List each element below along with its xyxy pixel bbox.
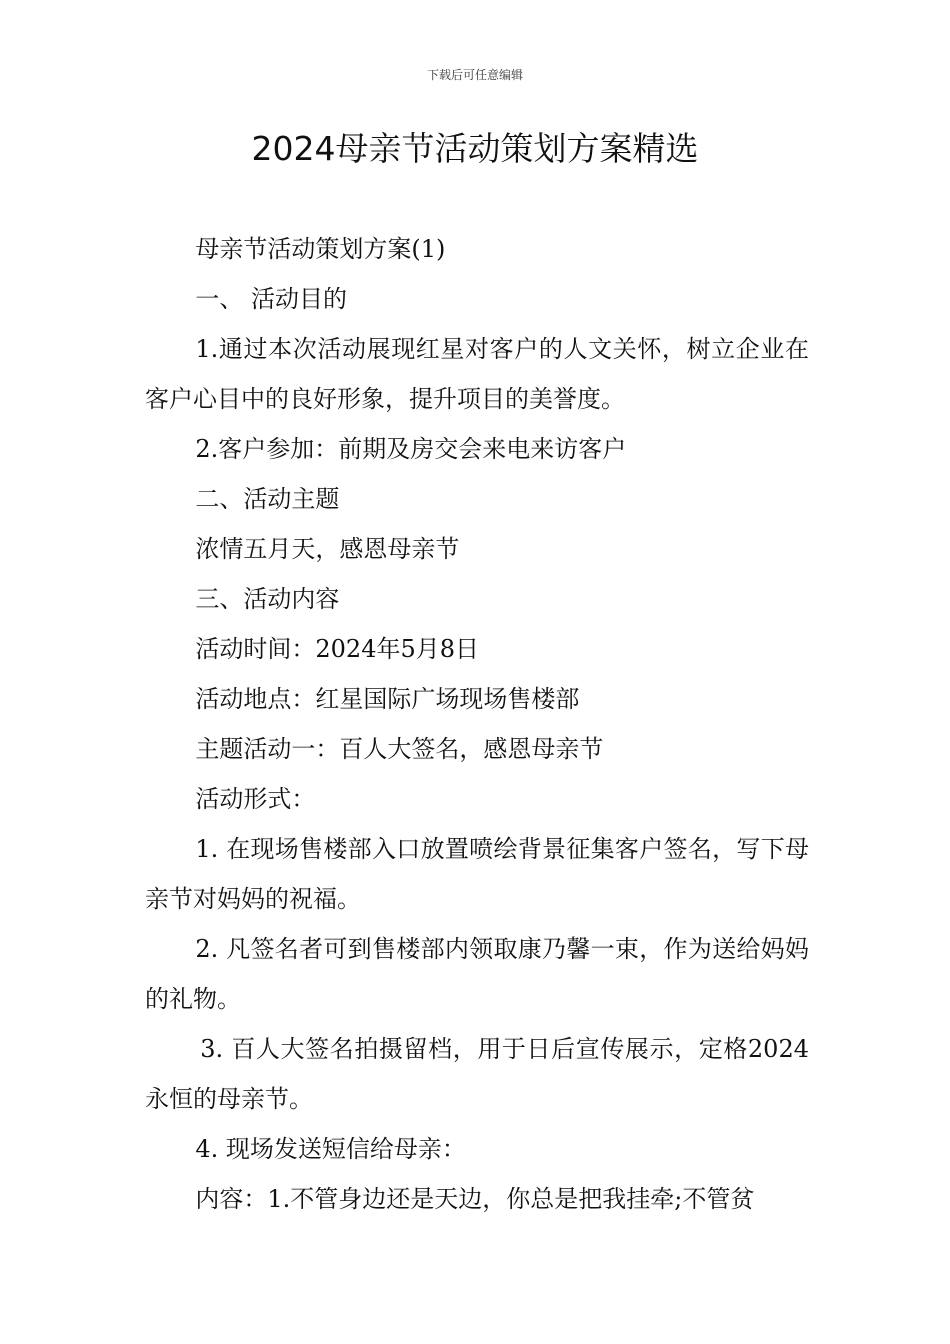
document-title: 2024母亲节活动策划方案精选 (251, 129, 699, 168)
paragraph-form-item-4: 4. 现场发送短信给母亲： (195, 1135, 466, 1163)
paragraph-form-item-3: 3. 百人大签名拍摄留档，用于日后宣传展示，定格2024永恒的母亲节。 (145, 1035, 809, 1113)
paragraph-plan-heading: 母亲节活动策划方案(1) (195, 235, 446, 263)
paragraph-section-purpose: 一、 活动目的 (195, 285, 348, 313)
paragraph-form-item-2: 2. 凡签名者可到售楼部内领取康乃馨一束，作为送给妈妈的礼物。 (145, 935, 809, 1013)
paragraph-section-content: 三、活动内容 (195, 585, 340, 613)
paragraph-sms-content: 内容：1.不管身边还是天边，你总是把我挂牵;不管贫 (195, 1185, 755, 1213)
paragraph-activity-location: 活动地点：红星国际广场现场售楼部 (195, 685, 580, 713)
paragraph-purpose-1: 1.通过本次活动展现红星对客户的人文关怀，树立企业在客户心目中的良好形象，提升项目的美誉度。 (145, 335, 809, 413)
paragraph-form-item-1: 1. 在现场售楼部入口放置喷绘背景征集客户签名，写下母亲节对妈妈的祝福。 (145, 835, 809, 913)
document-body (145, 224, 809, 1224)
paragraph-section-theme: 二、活动主题 (195, 485, 340, 513)
paragraph-activity-form: 活动形式： (195, 785, 316, 813)
paragraph-activity-time: 活动时间：2024年5月8日 (195, 635, 480, 663)
paragraph-purpose-2: 2.客户参加：前期及房交会来电来访客户 (195, 435, 627, 463)
paragraph-theme-activity-1: 主题活动一：百人大签名，感恩母亲节 (195, 735, 604, 763)
header-note: 下载后可任意编辑 (426, 68, 523, 82)
paragraph-theme: 浓情五月天，感恩母亲节 (195, 535, 460, 563)
